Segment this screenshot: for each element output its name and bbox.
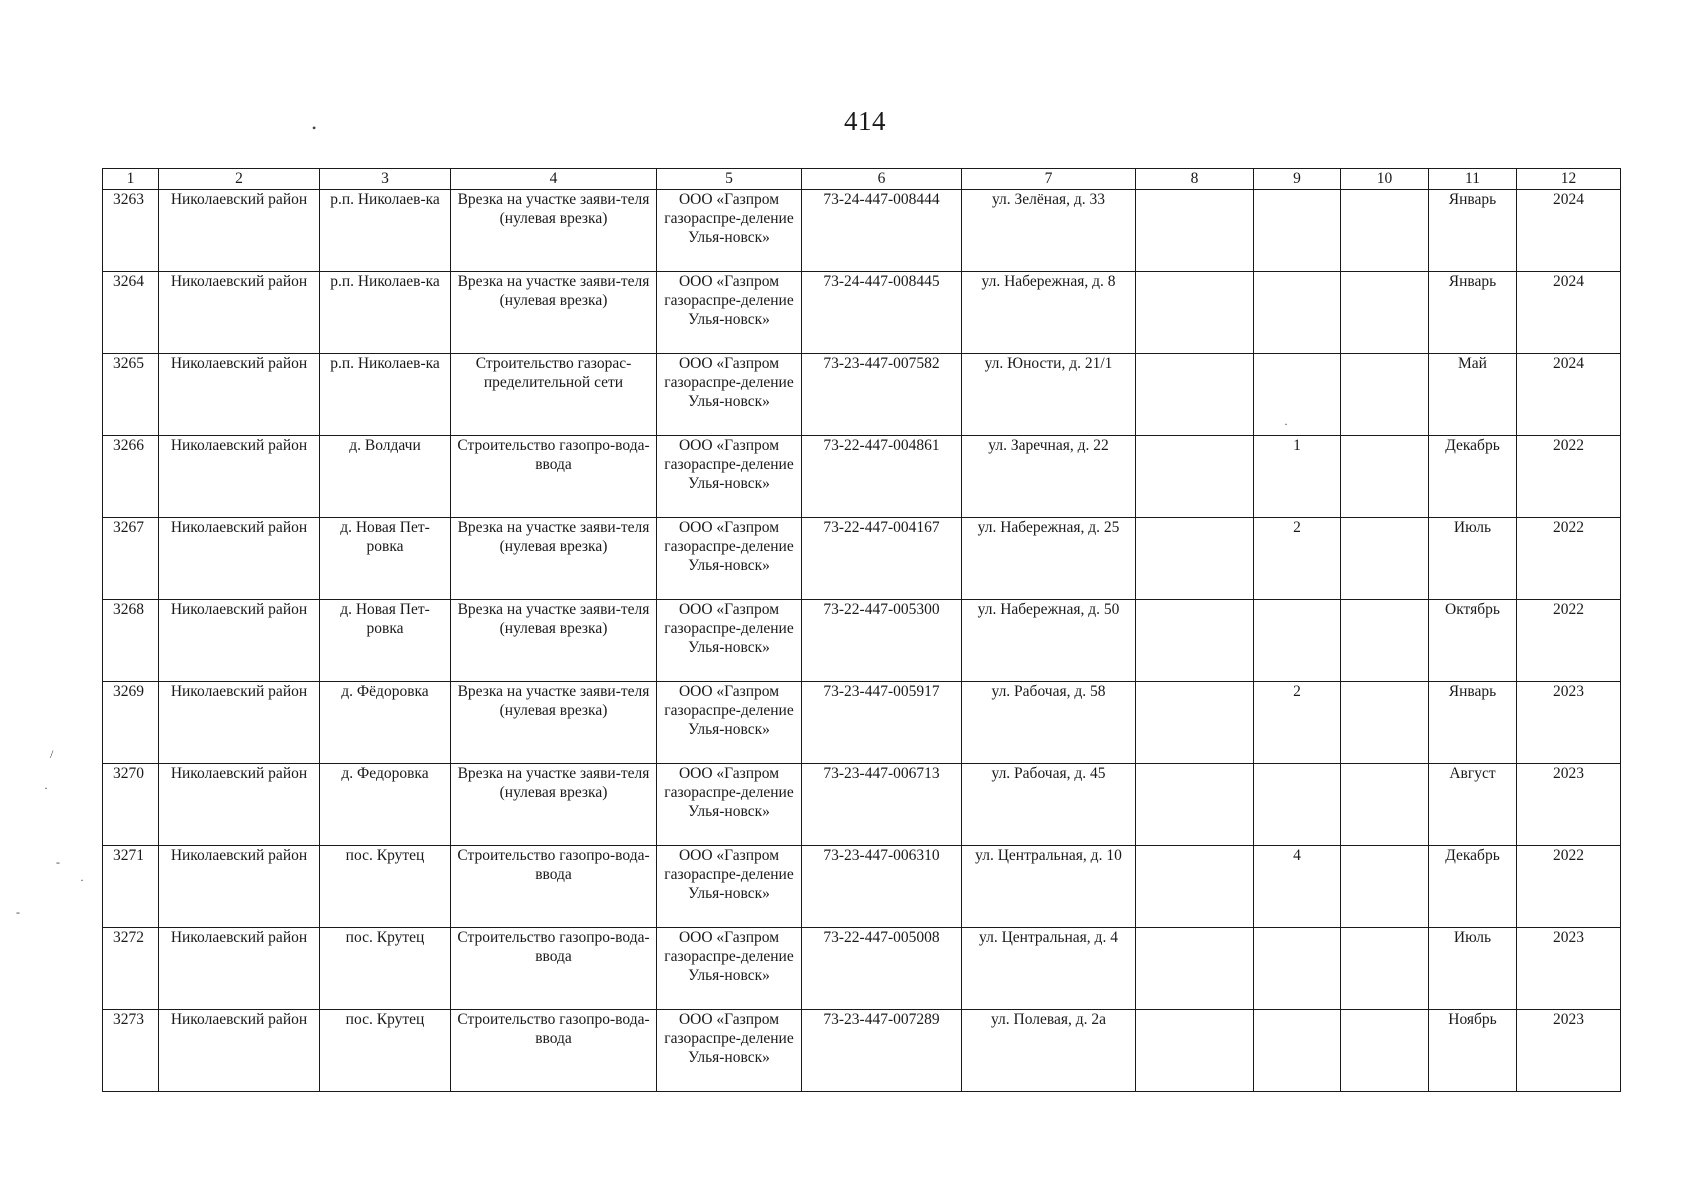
cell-month: Август xyxy=(1429,764,1517,846)
cell-col-10 xyxy=(1341,518,1429,600)
column-header: 5 xyxy=(657,169,802,190)
cell-application-number: 73-22-447-004167 xyxy=(802,518,962,600)
register-body xyxy=(103,190,1621,1092)
cell-application-number: 73-22-447-005008 xyxy=(802,928,962,1010)
cell-col-10 xyxy=(1341,928,1429,1010)
cell-address: ул. Полевая, д. 2а xyxy=(962,1010,1136,1092)
column-header: 10 xyxy=(1341,169,1429,190)
cell-col-10 xyxy=(1341,600,1429,682)
cell-col-10 xyxy=(1341,272,1429,354)
cell-application-number: 73-23-447-007289 xyxy=(802,1010,962,1092)
table-row xyxy=(103,190,1621,272)
table-row xyxy=(103,354,1621,436)
cell-district: Николаевский район xyxy=(159,1010,320,1092)
cell-month: Ноябрь xyxy=(1429,1010,1517,1092)
cell-address: ул. Юности, д. 21/1 xyxy=(962,354,1136,436)
cell-col-10 xyxy=(1341,436,1429,518)
cell-organization: ООО «Газпром газораспре-деление Улья-новск» xyxy=(657,436,802,518)
cell-month: Январь xyxy=(1429,272,1517,354)
cell-settlement: р.п. Николаев-ка xyxy=(320,354,451,436)
cell-work-type: Строительство газопро-вода-ввода xyxy=(451,928,657,1010)
cell-year: 2023 xyxy=(1517,764,1621,846)
cell-col-8 xyxy=(1136,354,1254,436)
cell-row-number: 3272 xyxy=(103,928,159,1010)
cell-col-9 xyxy=(1254,1010,1341,1092)
cell-year: 2022 xyxy=(1517,600,1621,682)
cell-year: 2022 xyxy=(1517,846,1621,928)
cell-work-type: Строительство газопро-вода-ввода xyxy=(451,1010,657,1092)
cell-col-8 xyxy=(1136,1010,1254,1092)
cell-organization: ООО «Газпром газораспре-деление Улья-новск» xyxy=(657,518,802,600)
cell-year: 2022 xyxy=(1517,436,1621,518)
cell-address: ул. Заречная, д. 22 xyxy=(962,436,1136,518)
cell-row-number: 3273 xyxy=(103,1010,159,1092)
cell-month: Декабрь xyxy=(1429,436,1517,518)
cell-month: Январь xyxy=(1429,190,1517,272)
cell-col-9 xyxy=(1254,272,1341,354)
cell-month: Май xyxy=(1429,354,1517,436)
cell-district: Николаевский район xyxy=(159,354,320,436)
cell-settlement: пос. Крутец xyxy=(320,846,451,928)
cell-organization: ООО «Газпром газораспре-деление Улья-новск» xyxy=(657,272,802,354)
column-header: 1 xyxy=(103,169,159,190)
scan-speck: - xyxy=(16,905,20,919)
table-row xyxy=(103,928,1621,1010)
cell-col-9: 2 xyxy=(1254,682,1341,764)
cell-address: ул. Набережная, д. 8 xyxy=(962,272,1136,354)
cell-col-9: 2 xyxy=(1254,518,1341,600)
cell-settlement: д. Новая Пет-ровка xyxy=(320,600,451,682)
cell-work-type: Врезка на участке заяви-теля (нулевая врезка) xyxy=(451,272,657,354)
cell-row-number: 3269 xyxy=(103,682,159,764)
cell-col-9 xyxy=(1254,928,1341,1010)
cell-application-number: 73-23-447-007582 xyxy=(802,354,962,436)
cell-work-type: Строительство газопро-вода-ввода xyxy=(451,846,657,928)
cell-organization: ООО «Газпром газораспре-деление Улья-новск» xyxy=(657,600,802,682)
scan-speck: · xyxy=(1284,417,1288,431)
cell-year: 2023 xyxy=(1517,928,1621,1010)
cell-district: Николаевский район xyxy=(159,190,320,272)
cell-organization: ООО «Газпром газораспре-деление Улья-новск» xyxy=(657,354,802,436)
cell-application-number: 73-23-447-005917 xyxy=(802,682,962,764)
cell-application-number: 73-24-447-008445 xyxy=(802,272,962,354)
cell-month: Июль xyxy=(1429,518,1517,600)
cell-row-number: 3264 xyxy=(103,272,159,354)
cell-address: ул. Зелёная, д. 33 xyxy=(962,190,1136,272)
column-header: 4 xyxy=(451,169,657,190)
cell-address: ул. Набережная, д. 50 xyxy=(962,600,1136,682)
cell-district: Николаевский район xyxy=(159,846,320,928)
cell-col-9: 1 xyxy=(1254,436,1341,518)
table-row xyxy=(103,436,1621,518)
cell-col-10 xyxy=(1341,846,1429,928)
cell-settlement: р.п. Николаев-ка xyxy=(320,272,451,354)
cell-col-10 xyxy=(1341,764,1429,846)
cell-address: ул. Центральная, д. 10 xyxy=(962,846,1136,928)
column-header: 3 xyxy=(320,169,451,190)
cell-col-8 xyxy=(1136,436,1254,518)
cell-col-10 xyxy=(1341,1010,1429,1092)
cell-col-8 xyxy=(1136,518,1254,600)
cell-col-8 xyxy=(1136,600,1254,682)
cell-year: 2024 xyxy=(1517,272,1621,354)
scan-speck: • xyxy=(312,121,317,135)
cell-col-10 xyxy=(1341,354,1429,436)
table-row xyxy=(103,682,1621,764)
cell-work-type: Врезка на участке заяви-теля (нулевая врезка) xyxy=(451,518,657,600)
cell-col-9 xyxy=(1254,354,1341,436)
cell-col-10 xyxy=(1341,682,1429,764)
column-header: 11 xyxy=(1429,169,1517,190)
cell-year: 2023 xyxy=(1517,682,1621,764)
cell-row-number: 3267 xyxy=(103,518,159,600)
cell-settlement: пос. Крутец xyxy=(320,1010,451,1092)
cell-row-number: 3270 xyxy=(103,764,159,846)
page-number: 414 xyxy=(844,106,886,136)
cell-settlement: р.п. Николаев-ка xyxy=(320,190,451,272)
cell-settlement: д. Волдачи xyxy=(320,436,451,518)
cell-organization: ООО «Газпром газораспре-деление Улья-новск» xyxy=(657,682,802,764)
cell-settlement: д. Фёдоровка xyxy=(320,682,451,764)
table-row xyxy=(103,764,1621,846)
cell-settlement: пос. Крутец xyxy=(320,928,451,1010)
cell-application-number: 73-23-447-006310 xyxy=(802,846,962,928)
table-row xyxy=(103,272,1621,354)
cell-col-8 xyxy=(1136,764,1254,846)
cell-work-type: Строительство газопро-вода-ввода xyxy=(451,436,657,518)
column-header: 6 xyxy=(802,169,962,190)
column-header: 8 xyxy=(1136,169,1254,190)
register-table xyxy=(102,168,1621,1092)
scan-speck: · xyxy=(80,873,84,887)
cell-application-number: 73-23-447-006713 xyxy=(802,764,962,846)
cell-organization: ООО «Газпром газораспре-деление Улья-новск» xyxy=(657,846,802,928)
cell-col-8 xyxy=(1136,190,1254,272)
cell-organization: ООО «Газпром газораспре-деление Улья-новск» xyxy=(657,190,802,272)
table-row xyxy=(103,600,1621,682)
cell-application-number: 73-22-447-004861 xyxy=(802,436,962,518)
cell-col-8 xyxy=(1136,682,1254,764)
cell-row-number: 3268 xyxy=(103,600,159,682)
cell-district: Николаевский район xyxy=(159,272,320,354)
cell-month: Июль xyxy=(1429,928,1517,1010)
cell-settlement: д. Федоровка xyxy=(320,764,451,846)
cell-col-9 xyxy=(1254,190,1341,272)
table-row xyxy=(103,846,1621,928)
column-header: 9 xyxy=(1254,169,1341,190)
cell-settlement: д. Новая Пет-ровка xyxy=(320,518,451,600)
cell-district: Николаевский район xyxy=(159,764,320,846)
cell-month: Декабрь xyxy=(1429,846,1517,928)
cell-row-number: 3266 xyxy=(103,436,159,518)
cell-col-8 xyxy=(1136,272,1254,354)
column-header: 7 xyxy=(962,169,1136,190)
cell-district: Николаевский район xyxy=(159,600,320,682)
scan-speck: · xyxy=(44,781,48,795)
cell-organization: ООО «Газпром газораспре-деление Улья-новск» xyxy=(657,928,802,1010)
cell-organization: ООО «Газпром газораспре-деление Улья-новск» xyxy=(657,1010,802,1092)
cell-col-9 xyxy=(1254,600,1341,682)
scan-speck: / xyxy=(50,747,54,761)
cell-row-number: 3263 xyxy=(103,190,159,272)
table-row xyxy=(103,518,1621,600)
cell-district: Николаевский район xyxy=(159,436,320,518)
cell-col-8 xyxy=(1136,928,1254,1010)
cell-year: 2023 xyxy=(1517,1010,1621,1092)
cell-month: Январь xyxy=(1429,682,1517,764)
cell-col-9 xyxy=(1254,764,1341,846)
cell-district: Николаевский район xyxy=(159,928,320,1010)
cell-district: Николаевский район xyxy=(159,682,320,764)
scan-speck: - xyxy=(56,855,60,869)
cell-application-number: 73-22-447-005300 xyxy=(802,600,962,682)
cell-address: ул. Рабочая, д. 45 xyxy=(962,764,1136,846)
cell-work-type: Врезка на участке заяви-теля (нулевая врезка) xyxy=(451,190,657,272)
cell-col-10 xyxy=(1341,190,1429,272)
cell-address: ул. Центральная, д. 4 xyxy=(962,928,1136,1010)
table-row xyxy=(103,1010,1621,1092)
cell-application-number: 73-24-447-008444 xyxy=(802,190,962,272)
cell-year: 2024 xyxy=(1517,190,1621,272)
cell-organization: ООО «Газпром газораспре-деление Улья-новск» xyxy=(657,764,802,846)
cell-year: 2022 xyxy=(1517,518,1621,600)
cell-work-type: Врезка на участке заяви-теля (нулевая врезка) xyxy=(451,600,657,682)
cell-col-9: 4 xyxy=(1254,846,1341,928)
cell-col-8 xyxy=(1136,846,1254,928)
column-header: 12 xyxy=(1517,169,1621,190)
cell-address: ул. Набережная, д. 25 xyxy=(962,518,1136,600)
column-number-row xyxy=(103,169,1621,190)
cell-row-number: 3271 xyxy=(103,846,159,928)
cell-year: 2024 xyxy=(1517,354,1621,436)
cell-work-type: Строительство газорас-пределительной сети xyxy=(451,354,657,436)
cell-district: Николаевский район xyxy=(159,518,320,600)
column-header: 2 xyxy=(159,169,320,190)
cell-work-type: Врезка на участке заяви-теля (нулевая врезка) xyxy=(451,764,657,846)
cell-month: Октябрь xyxy=(1429,600,1517,682)
cell-row-number: 3265 xyxy=(103,354,159,436)
cell-address: ул. Рабочая, д. 58 xyxy=(962,682,1136,764)
cell-work-type: Врезка на участке заяви-теля (нулевая врезка) xyxy=(451,682,657,764)
